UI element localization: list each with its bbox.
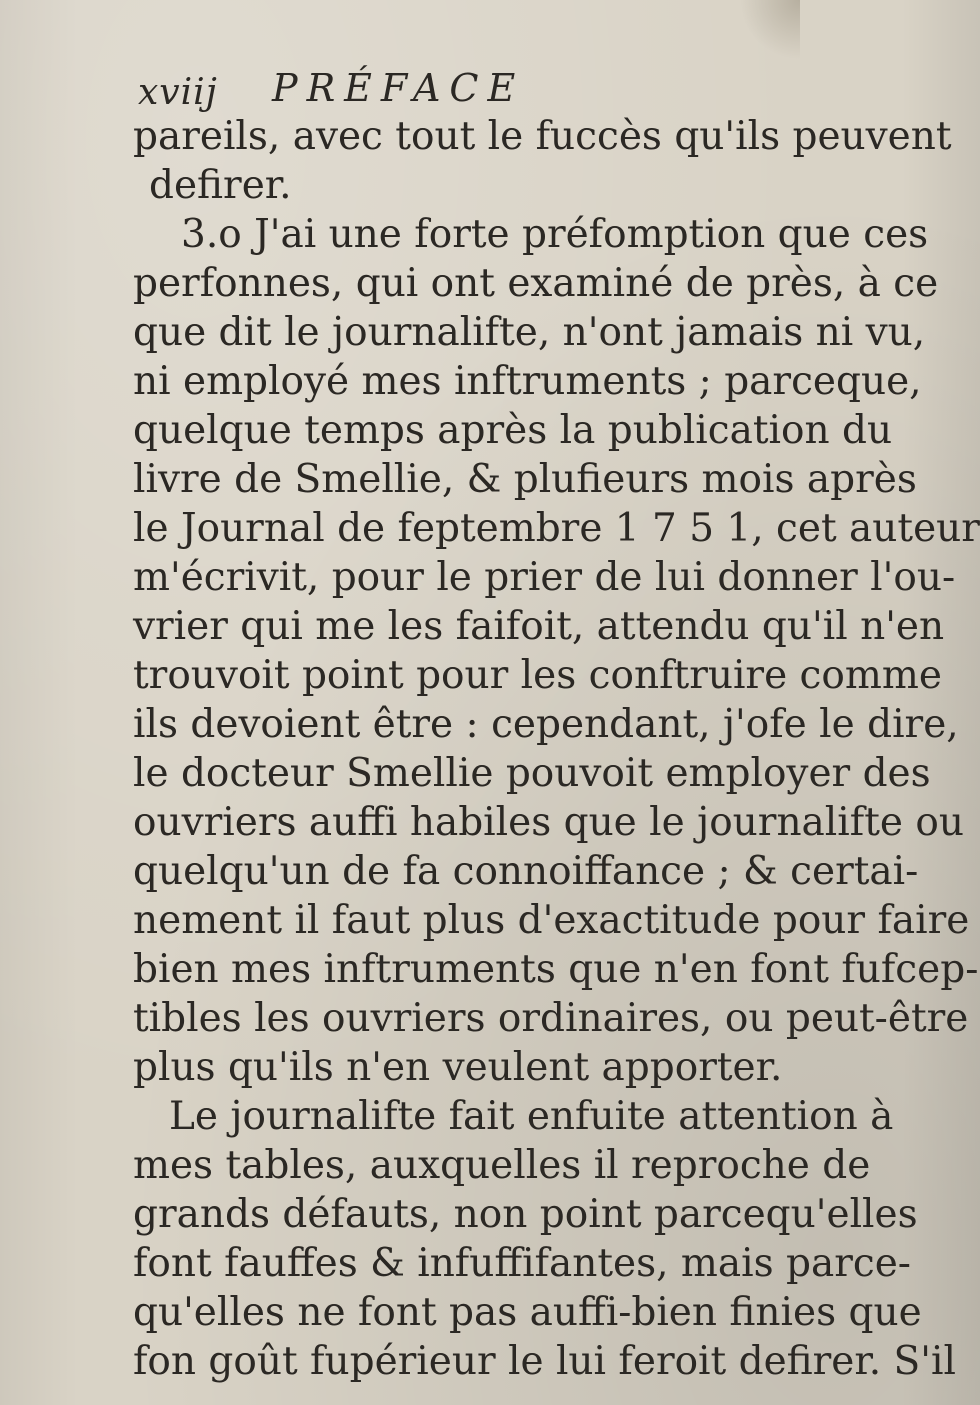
text-line: fon goût fupérieur le lui feroit defirer. S'il [133,1339,956,1384]
text-line: defirer. [149,163,292,208]
text-line: livre de Smellie, & plufieurs mois après [133,457,917,502]
text-line: perfonnes, qui ont examiné de près, à ce [133,261,939,306]
text-line: ouvriers auffi habiles que le journalifte ou [133,800,964,845]
text-line: vrier qui me les faifoit, attendu qu'il n'en [133,604,945,649]
text-line: bien mes inftruments que n'en font fufcep- [133,947,979,992]
text-line: ni employé mes inftruments ; parceque, [133,359,922,404]
text-line: 3.o J'ai une forte préfomption que ces [181,212,929,257]
text-line: font fauffes & infuffifantes, mais parce- [133,1241,911,1286]
text-line: ils devoient être : cependant, j'ofe le dire, [133,702,959,747]
text-line: pareils, avec tout le fuccès qu'ils peuvent [133,114,952,159]
text-line: qu'elles ne font pas auffi-bien finies que [133,1290,922,1335]
text-line: trouvoit point pour les conftruire comme [133,653,942,698]
body-text [133,112,980,1386]
text-line: le docteur Smellie pouvoit employer des [133,751,931,796]
text-line: que dit le journalifte, n'ont jamais ni vu, [133,310,926,355]
running-head [138,66,698,116]
text-line: Le journalifte fait enfuite attention à [169,1094,894,1139]
text-line: nement il faut plus d'exactitude pour faire [133,898,970,943]
text-line: grands défauts, non point parcequ'elles [133,1192,918,1237]
text-line: mes tables, auxquelles il reproche de [133,1143,871,1188]
page-corner-stain [740,0,800,60]
text-line: plus qu'ils n'en veulent apporter. [133,1045,783,1090]
text-line: le Journal de feptembre 1 7 5 1, cet auteur [133,506,980,551]
page-number: xviij [138,72,218,113]
page-title: PRÉFACE [272,66,525,110]
text-line: quelque temps après la publication du [133,408,893,453]
text-line: quelqu'un de fa connoiffance ; & certai- [133,849,919,894]
text-line: m'écrivit, pour le prier de lui donner l'ou- [133,555,956,600]
text-line: tibles les ouvriers ordinaires, ou peut-être [133,996,969,1041]
